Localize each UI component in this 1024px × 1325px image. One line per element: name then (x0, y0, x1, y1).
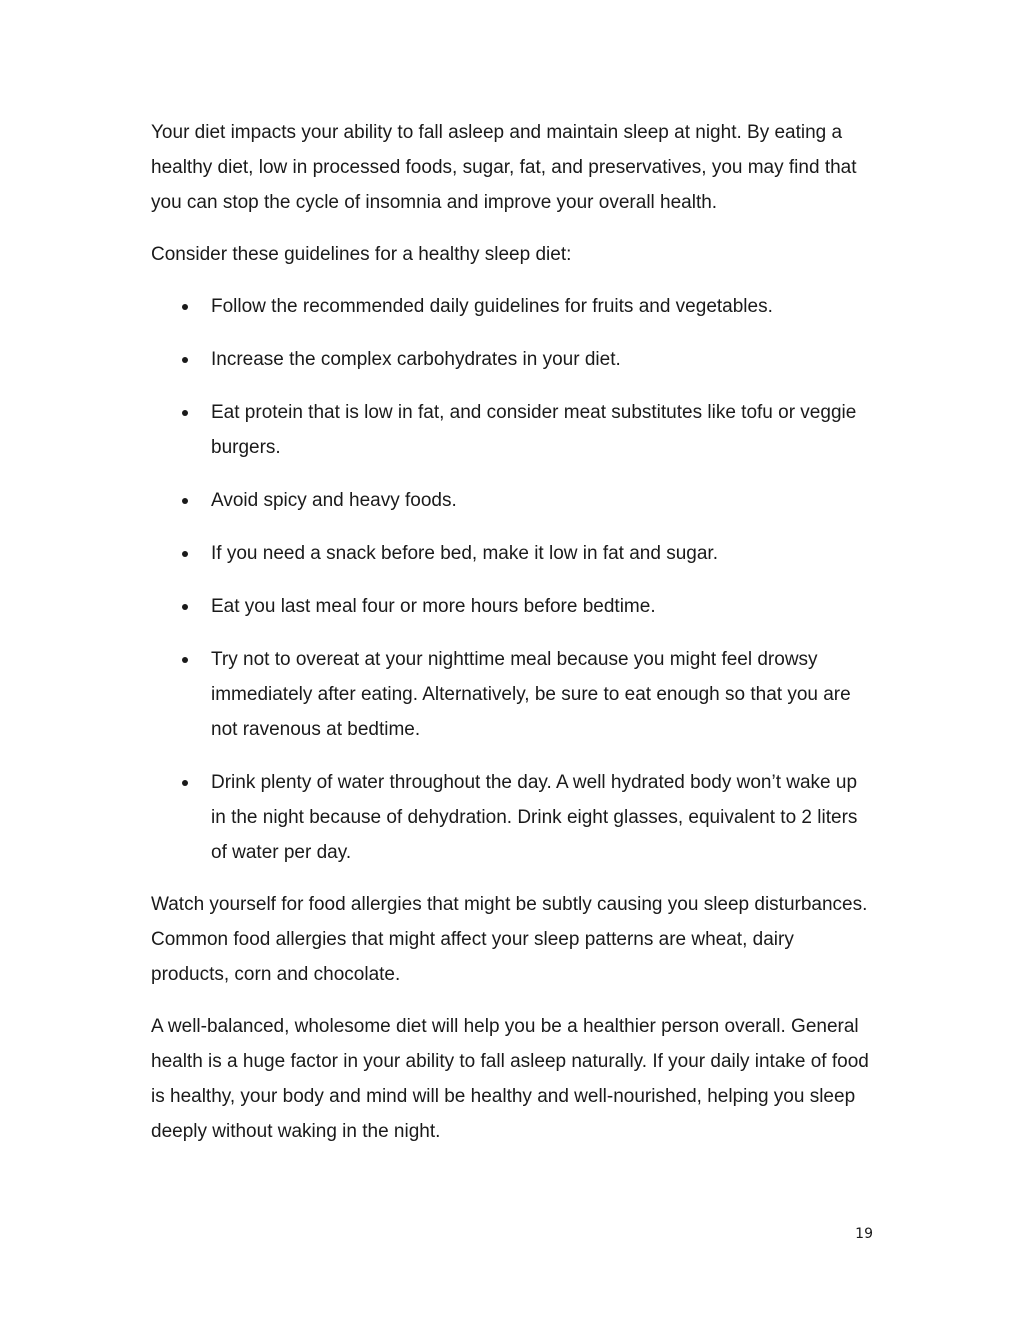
list-item-text: Eat protein that is low in fat, and consider meat substitutes like tofu or veggie burgers. (211, 402, 857, 458)
bullet-icon (182, 780, 188, 786)
list-item-text: Increase the complex carbohydrates in your diet. (211, 349, 621, 370)
bullet-icon (182, 304, 188, 310)
bullet-icon (182, 498, 188, 504)
list-item-text: Drink plenty of water throughout the day. A well hydrated body won’t wake up in the night because of dehydration. Drink eight glasses, equivalent to 2 liters of water per day. (211, 772, 858, 863)
guidelines-list (151, 289, 873, 870)
bullet-icon (182, 657, 188, 663)
allergies-paragraph: Watch yourself for food allergies that might be subtly causing you sleep disturbances. Common food allergies that might affect your sleep patterns are wheat, dairy products, corn and chocolate. (151, 894, 868, 985)
list-item-text: Try not to overeat at your nighttime meal because you might feel drowsy immediately after eating. Alternatively, be sure to eat enough so that you are not ravenous at bedtime. (211, 649, 851, 740)
list-item (151, 765, 873, 870)
list-item (151, 483, 873, 518)
list-item (151, 536, 873, 571)
bullet-icon (182, 604, 188, 610)
bullet-icon (182, 551, 188, 557)
bullet-icon (182, 357, 188, 363)
list-item-text: If you need a snack before bed, make it low in fat and sugar. (211, 543, 718, 564)
list-item (151, 289, 873, 324)
list-item (151, 342, 873, 377)
conclusion-paragraph: A well-balanced, wholesome diet will help you be a healthier person overall. General health is a huge factor in your ability to fall asleep naturally. If your daily intake of food is healthy, your body and mind will be healthy and well-nourished, helping you sleep deeply without waking in the night. (151, 1016, 869, 1142)
list-item-text: Avoid spicy and heavy foods. (211, 490, 457, 511)
page-body (151, 115, 873, 1166)
list-item (151, 642, 873, 747)
guidelines-heading: Consider these guidelines for a healthy sleep diet: (151, 244, 572, 265)
page-number: 19 (855, 1226, 873, 1242)
list-item (151, 395, 873, 465)
intro-paragraph: Your diet impacts your ability to fall asleep and maintain sleep at night. By eating a healthy diet, low in processed foods, sugar, fat, and preservatives, you may find that you can stop the cycle of insomnia and improve your overall health. (151, 122, 857, 213)
list-item-text: Follow the recommended daily guidelines for fruits and vegetables. (211, 296, 773, 317)
list-item (151, 589, 873, 624)
bullet-icon (182, 410, 188, 416)
list-item-text: Eat you last meal four or more hours before bedtime. (211, 596, 656, 617)
